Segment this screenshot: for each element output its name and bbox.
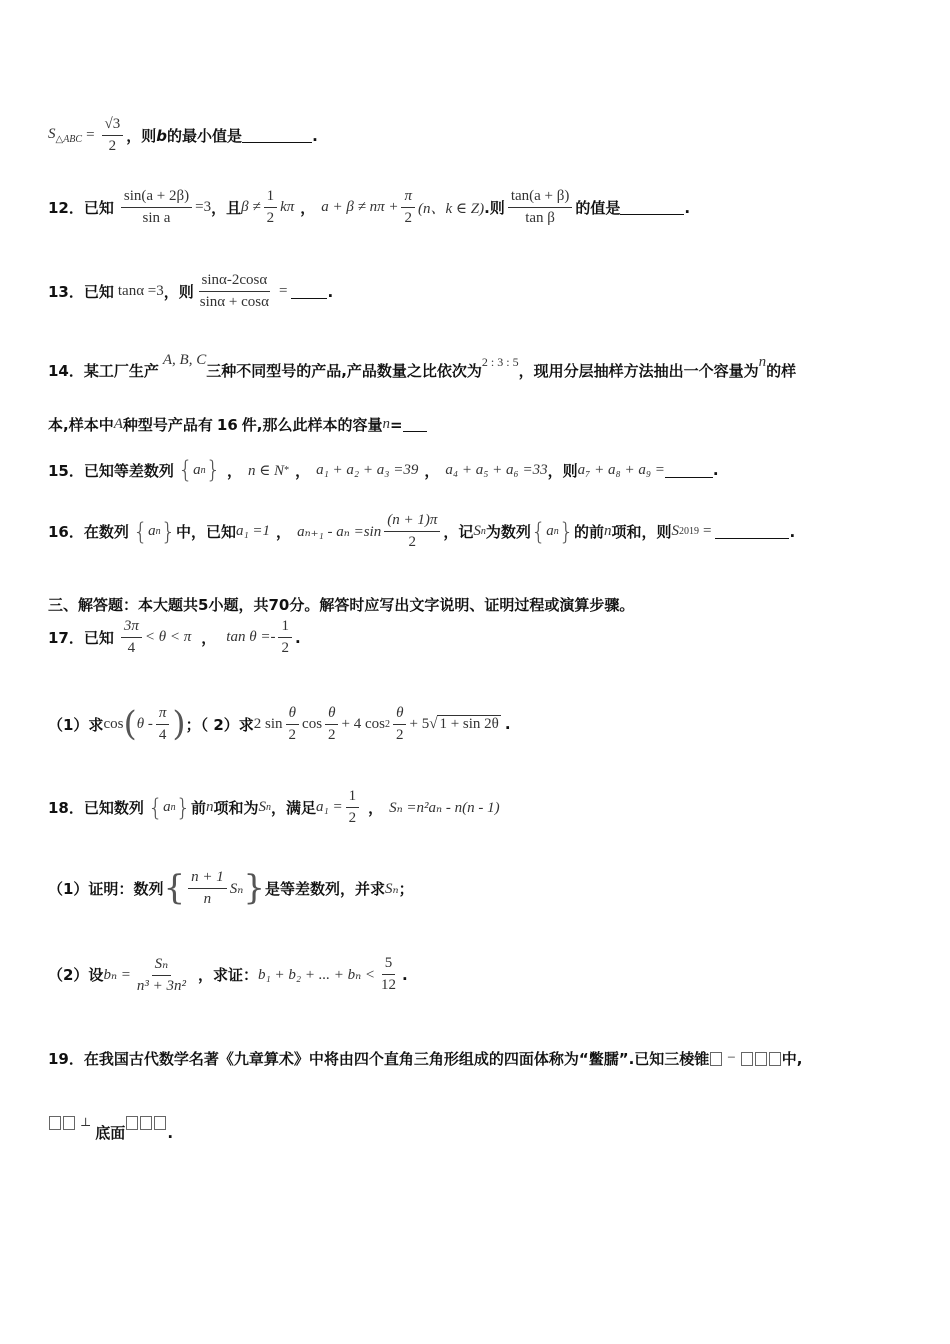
question-15: 15．已知等差数列 { a n } ， n ∈ N * ， a₁ + a₂ + a₃ =39 ， a₄ + a₅ + a₆ =33 ，则 a₇ + a₈ + a₉ = . xyxy=(48,456,719,484)
question-14-line2: 本,样本中 A 种型号产品有 16 件,那么此样本的容量 n = xyxy=(48,414,427,435)
question-16: 16．在数列 { a n } 中，已知 a₁ =1 ， aₙ₊₁ - aₙ =sin $\frac{(n + 1)\pi}{2}$ ，记 S n 为数列 { a n } 的前 n 项和，则 S 2019 = . xyxy=(48,512,796,550)
answer-blank[interactable] xyxy=(665,463,713,478)
answer-blank[interactable] xyxy=(715,524,789,539)
question-18-part2: （2）设 bₙ = $\frac{\text{Sₙ}}{\text{n³ + 3n²}}$ ，求证： b₁ + b₂ + ... + bₙ < $\frac{5}{12}$ . xyxy=(48,955,408,994)
question-14: 14．某工厂生产 A, B, C 三种不同型号的产品,产品数量之比依次为 2 : 3 : 5 ，现用分层抽样方法抽出一个容量为 n 的样 xyxy=(48,352,797,380)
missing-glyph-icon xyxy=(769,1052,781,1066)
question-17-parts: （1）求 cos ( θ - $\frac{\pi}{4}$ ) ；（ 2）求 2 sin $\frac{\theta}{2}$ cos $\frac{\theta}{2}$ + 4 cos 2 $\frac{\theta}{2}$ + 5 √ 1 + sin 2θ . xyxy=(48,704,511,744)
section-heading: 三、解答题：本大题共5小题，共70分。解答时应写出文字说明、证明过程或演算步骤。 xyxy=(48,596,635,614)
missing-glyph-icon xyxy=(755,1052,767,1066)
missing-glyph-icon xyxy=(140,1116,152,1130)
q11-tail: $S_{\triangle ABC}$ = $\frac{√3}{2}$ ，则 b 的最小值是 . xyxy=(48,116,318,154)
question-13: 13．已知 tanα =3 ，则 $\frac{\sin\alpha-2\cos\alpha}{\sin\alpha + \cos\alpha}$ = . xyxy=(48,272,334,310)
missing-glyph-icon xyxy=(154,1116,166,1130)
missing-glyph-icon xyxy=(710,1052,722,1066)
missing-glyph-icon xyxy=(49,1116,61,1130)
question-12: 12．已知 $\frac{\sin(a + 2\beta)}{\text{sin a}}$ =3 ，且 β ≠ $\frac{1}{2}$ kπ ， a + β ≠ nπ + $\frac{\pi}{2}$ (n、k ∈ Z) .则 $\frac{\tan(a + \beta)}{\text{tan β}}$ 的值是 . xyxy=(48,188,691,226)
q12-fraction: $\frac{\sin(a + 2\beta)}{\text{sin a}}$ xyxy=(121,188,192,227)
q12-target-fraction: $\frac{\tan(a + \beta)}{\text{tan β}}$ xyxy=(508,188,573,227)
answer-blank[interactable] xyxy=(620,200,684,215)
answer-blank[interactable] xyxy=(291,284,327,299)
question-17: 17．已知 $\frac{3\pi}{4}$ < θ < π ， tan θ =- $\frac{1}{2}$ . xyxy=(48,618,301,656)
question-19: 19．在我国古代数学名著《九章算术》中将由四个直角三角形组成的四面体称为“鳖臑”.已知三棱锥 − 中, xyxy=(48,1050,803,1068)
question-19-line2: ⊥ 底面 . xyxy=(48,1112,173,1133)
q16-fraction: $\frac{(n + 1)\pi}{2}$ xyxy=(384,512,440,551)
missing-glyph-icon xyxy=(63,1116,75,1130)
answer-blank[interactable] xyxy=(242,128,312,143)
q13-fraction: $\frac{\sin\alpha-2\cos\alpha}{\sin\alpha + \cos\alpha}$ xyxy=(199,272,269,310)
missing-glyph-icon xyxy=(741,1052,753,1066)
area-fraction: $\frac{√3}{2}$ xyxy=(102,116,124,155)
area-symbol: $S_{\triangle ABC}$ xyxy=(48,126,83,145)
missing-glyph-icon xyxy=(126,1116,138,1130)
question-18-part1: （1）证明：数列 { $\frac{n + 1}{n}$ Sₙ } 是等差数列，并求 Sₙ ； xyxy=(48,868,414,908)
answer-blank[interactable] xyxy=(403,417,427,432)
question-18: 18．已知数列 { a n } 前 n 项和为 S n ，满足 a₁ = $\frac{1}{2}$ ， Sₙ =n²aₙ - n(n - 1) xyxy=(48,788,500,826)
